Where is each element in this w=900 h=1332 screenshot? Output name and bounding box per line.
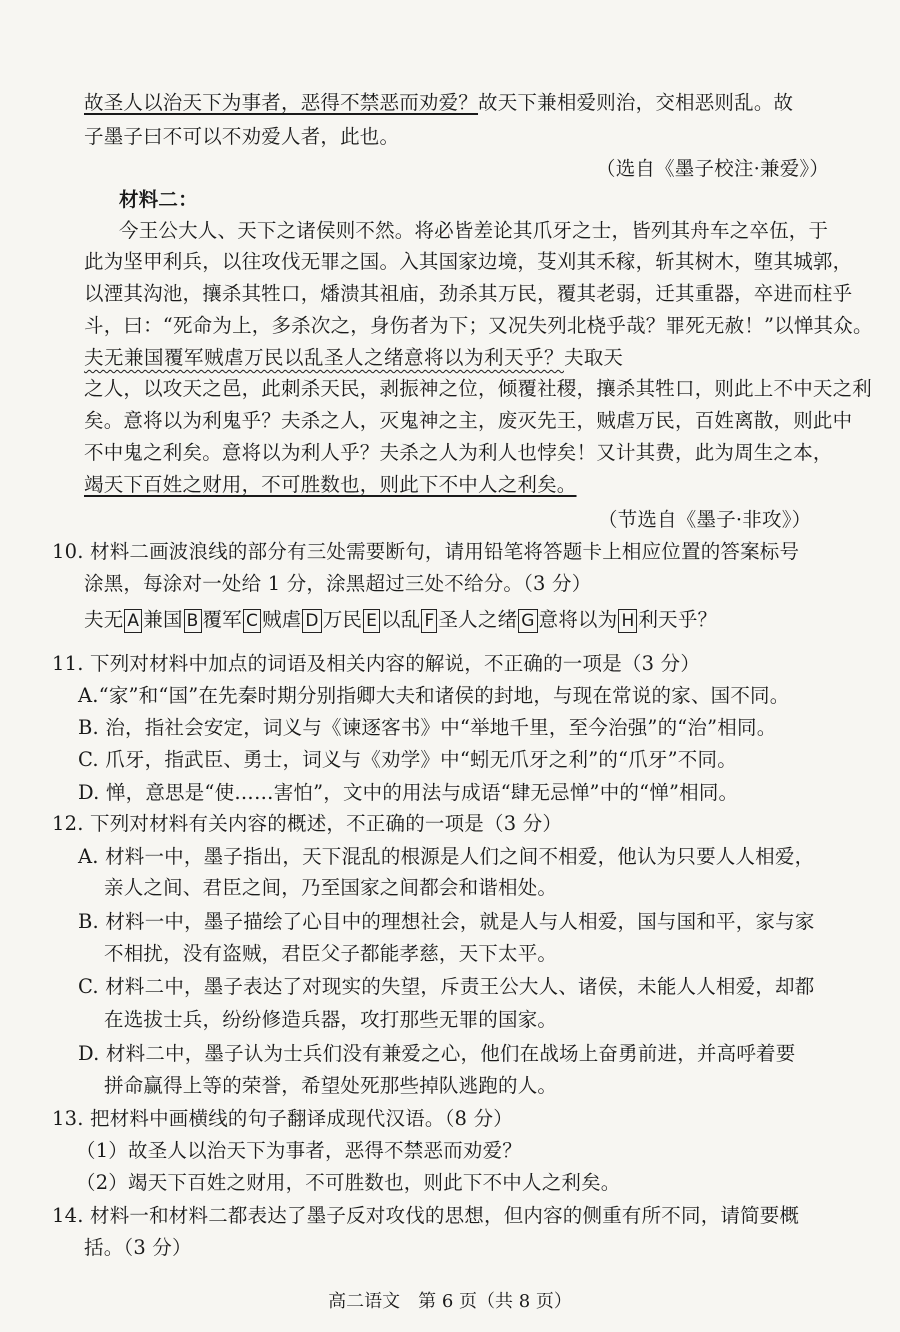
material2-line-4: 斗，曰：“死命为上，多杀次之，身伤者为下；又况失列北桡乎哉？罪死无赦！”以惮其众。 [84, 314, 873, 337]
wavy-underlined-passage: 夫无兼国覆军贼虐万民以乱圣人之绪意将以为利天乎？ [84, 346, 565, 369]
material1-closing-line-2: 子墨子曰不可以不劝爱人者，此也。 [84, 125, 400, 148]
segment-1: 兼国 [143, 608, 183, 631]
material2-source: （节选自《墨子·非攻》） [598, 508, 812, 531]
material2-line-8: 不中鬼之利矣。意将以为利人乎？夫杀之人为利人也悖矣！又计其费，此为周生之本， [84, 441, 833, 464]
question-13-sentence-2: （2）竭天下百姓之财用，不可胜数也，则此下不中人之利矣。 [76, 1171, 621, 1194]
break-option-c[interactable]: C [243, 609, 261, 633]
page-footer: 高二语文 第 6 页（共 8 页） [328, 1291, 572, 1312]
question-12-option-b-line-2: 不相扰，没有盗贼，君臣父子都能孝慈，天下太平。 [104, 942, 558, 965]
break-option-d[interactable]: D [302, 609, 321, 633]
question-12-option-c-line-2: 在选拔士兵，纷纷修造兵器，攻打那些无罪的国家。 [104, 1008, 558, 1031]
material2-line-5 [84, 343, 623, 373]
question-12-option-a-line-1: A. 材料一中，墨子指出，天下混乱的根源是人们之间不相爱，他认为只要人人相爱， [78, 845, 815, 868]
question-12-option-a-line-2: 亲人之间、君臣之间，乃至国家之间都会和谐相处。 [104, 876, 558, 899]
break-option-h[interactable]: H [618, 609, 637, 633]
question-12-option-b-line-1: B. 材料一中，墨子描绘了心目中的理想社会，就是人与人相爱，国与国和平，家与家 [78, 910, 815, 933]
segment-4: 万民 [322, 608, 363, 631]
segment-5: 以乱 [381, 608, 421, 631]
question-11-stem: 11. 下列对材料中加点的词语及相关内容的解说，不正确的一项是（3 分） [52, 652, 701, 675]
material1-closing-line-1 [84, 88, 793, 118]
question-12-option-d-line-1: D. 材料二中，墨子认为士兵们没有兼爱之心，他们在战场上奋勇前进，并高呼着要 [78, 1042, 796, 1065]
question-12-stem: 12. 下列对材料有关内容的概述，不正确的一项是（3 分） [52, 812, 563, 835]
segment-0: 夫无 [84, 608, 124, 631]
segment-8: 利天乎？ [638, 608, 718, 631]
material2-line-1: 今王公大人、天下之诸侯则不然。将必皆差论其爪牙之士，皆列其舟车之卒伍，于 [119, 219, 829, 242]
underlined-sentence-2: 竭天下百姓之财用，不可胜数也，则此下不中人之利矣。 [84, 473, 577, 496]
segment-7: 意将以为 [538, 608, 618, 631]
question-13-stem: 13. 把材料中画横线的句子翻译成现代汉语。（8 分） [52, 1107, 513, 1130]
segment-6: 圣人之绪 [438, 608, 518, 631]
material2-line-7: 矣。意将以为利鬼乎？夫杀之人，灭鬼神之主，废灭先王，贼虐万民，百姓离散，则此中 [84, 409, 853, 432]
question-11-option-c: C. 爪牙，指武臣、勇士，词义与《劝学》中“蚓无爪牙之利”的“爪牙”不同。 [78, 748, 737, 771]
break-option-g[interactable]: G [518, 609, 537, 633]
question-10-stem-line-2: 涂黑，每涂对一处给 1 分，涂黑超过三处不给分。（3 分） [84, 572, 592, 595]
material2-line-2: 此为坚甲利兵，以往攻伐无罪之国。入其国家边境，芟刈其禾稼，斩其树木，堕其城郭， [84, 250, 853, 273]
break-option-e[interactable]: E [363, 609, 380, 633]
question-13-sentence-1: （1）故圣人以治天下为事者，恶得不禁恶而劝爱？ [76, 1139, 523, 1162]
material2-line-6: 之人，以攻天之邑，此刺杀天民，剥振神之位，倾覆社稷，攘杀其牲口，则此上不中天之利 [84, 377, 873, 400]
question-10-stem-line-1: 10. 材料二画波浪线的部分有三处需要断句，请用铅笔将答题卡上相应位置的答案标号 [52, 540, 800, 563]
break-option-f[interactable]: F [421, 609, 437, 633]
question-10-sentence-with-boxes [84, 605, 717, 635]
break-option-a[interactable]: A [124, 609, 142, 633]
question-11-option-b: B. 治，指社会安定，词义与《谏逐客书》中“举地千里，至今治强”的“治”相同。 [78, 716, 777, 739]
question-14-stem-line-1: 14. 材料一和材料二都表达了墨子反对攻伐的思想，但内容的侧重有所不同，请简要概 [52, 1204, 800, 1227]
material2-line-3: 以湮其沟池，攘杀其牲口，燔溃其祖庙，劲杀其万民，覆其老弱，迁其重器，卒进而柱乎 [84, 282, 853, 305]
question-11-option-a: A.“家”和“国”在先秦时期分别指卿大夫和诸侯的封地，与现在常说的家、国不同。 [78, 684, 790, 707]
question-14-stem-line-2: 括。（3 分） [84, 1236, 192, 1259]
question-12-option-c-line-1: C. 材料二中，墨子表达了对现实的失望，斥责王公大人、诸侯，未能人人相爱，却都 [78, 975, 815, 998]
material2-line-5-rest: 夫取天 [564, 346, 624, 369]
break-option-b[interactable]: B [184, 609, 202, 633]
question-11-option-d: D. 惮，意思是“使……害怕”，文中的用法与成语“肆无忌惮”中的“惮”相同。 [78, 781, 739, 804]
segment-2: 覆军 [202, 608, 242, 631]
material2-heading: 材料二： [119, 188, 198, 211]
material2-line-9 [84, 470, 577, 500]
material1-source: （选自《墨子校注·兼爱》） [596, 157, 830, 180]
question-12-option-d-line-2: 拼命赢得上等的荣誉，希望处死那些掉队逃跑的人。 [104, 1074, 558, 1097]
underlined-sentence-1: 故圣人以治天下为事者，恶得不禁恶而劝爱？ [84, 91, 479, 114]
segment-3: 贼虐 [262, 608, 302, 631]
material1-line-1-rest: 故天下兼相爱则治，交相恶则乱。故 [478, 91, 794, 114]
